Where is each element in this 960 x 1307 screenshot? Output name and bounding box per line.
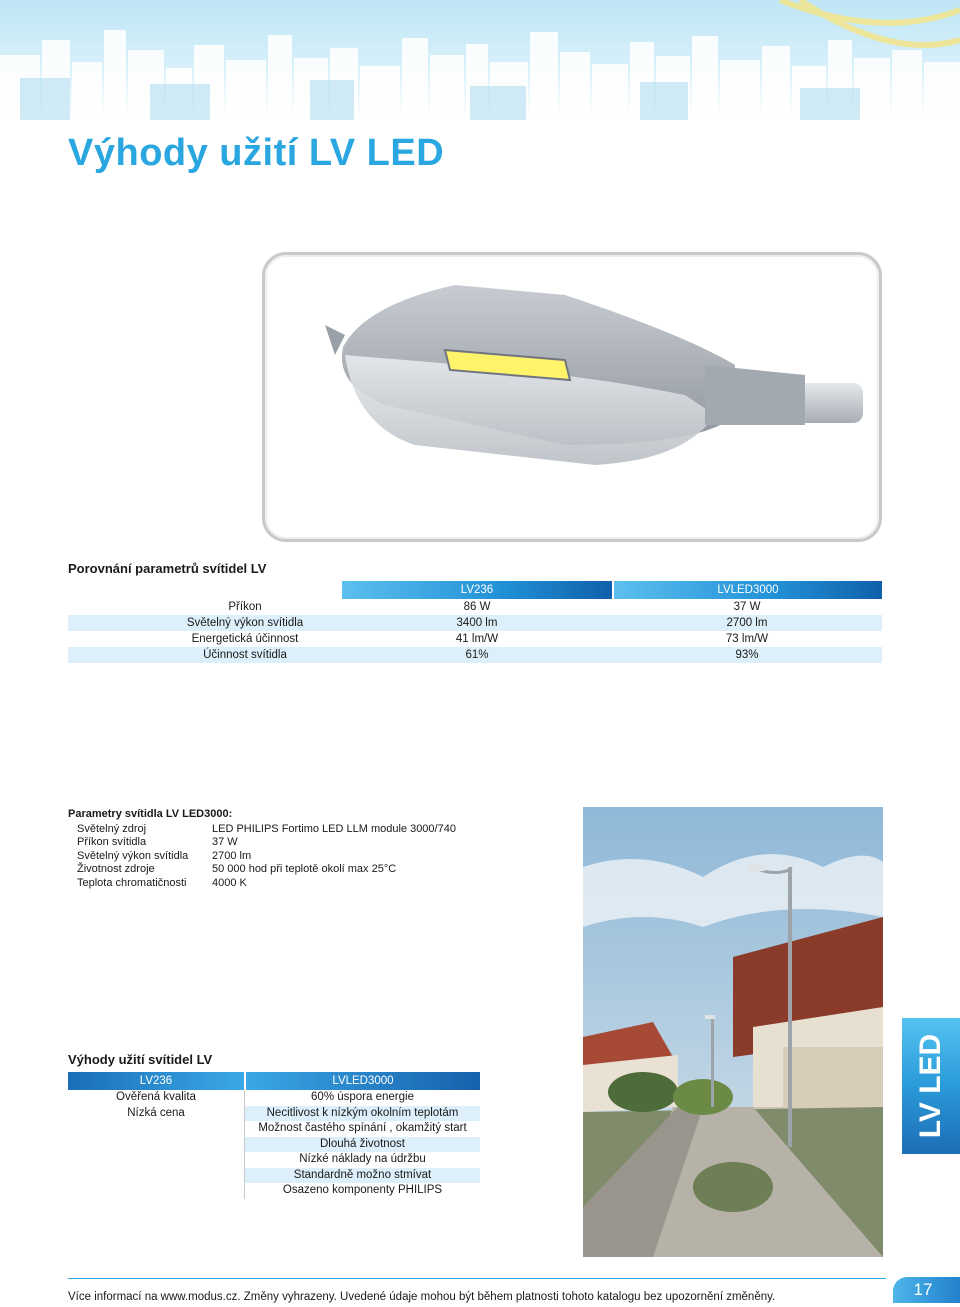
parameter-value: LED PHILIPS Fortimo LED LLM module 3000/740	[212, 822, 456, 835]
comparison-table	[68, 581, 882, 663]
list-item: Standardně možno stmívat	[245, 1168, 480, 1184]
row-label: Účinnost svítidla	[203, 649, 287, 661]
column-header-lv236: LV236	[68, 1072, 244, 1090]
benefits-table-header	[68, 1072, 480, 1090]
footer-note: Více informací na www.modus.cz. Změny vyhrazeny. Uvedené údaje mohou být během platnosti tohoto katalogu bez upozornění změněny.	[68, 1291, 776, 1303]
side-tab-label: LV LED	[914, 1033, 947, 1139]
street-scene-illustration	[583, 807, 883, 1257]
value-lv236: 61%	[465, 649, 489, 661]
comparison-table-header	[68, 581, 882, 599]
comparison-header-spacer	[68, 581, 342, 599]
list-item: Necitlivost k nízkým okolním teplotám	[245, 1106, 480, 1122]
benefits-heading: Výhody užití svítidel LV	[68, 1052, 213, 1067]
street-lamp-product-image	[265, 255, 879, 539]
table-row	[68, 647, 882, 663]
page-title: Výhody užití LV LED	[68, 132, 445, 174]
list-item: 60% úspora energie	[311, 1091, 414, 1103]
parameter-label: Životnost zdroje	[77, 863, 155, 875]
value-lvled3000: 93%	[735, 649, 759, 661]
list-item: Možnost častého spínání , okamžitý start	[258, 1122, 467, 1134]
parameter-value: 2700 lm	[212, 849, 252, 862]
list-item: Dlouhá životnost	[245, 1137, 480, 1153]
page-number: 17	[913, 1280, 933, 1299]
list-item: Nízká cena	[127, 1106, 185, 1119]
product-photo-frame	[262, 252, 882, 542]
parameter-label: Příkon svítidla	[77, 836, 147, 848]
parameter-row	[68, 836, 456, 850]
parameter-value: 37 W	[212, 836, 238, 848]
list-item: Osazeno komponenty PHILIPS	[282, 1184, 443, 1196]
parameter-row	[68, 823, 456, 837]
row-label: Energetická účinnost	[191, 633, 299, 645]
parameter-value: 4000 K	[212, 876, 247, 889]
side-section-tab	[902, 1018, 960, 1154]
parameter-row	[68, 877, 456, 891]
parameter-row	[68, 850, 456, 864]
table-row	[68, 631, 882, 647]
page-number-badge	[893, 1277, 960, 1303]
column-header-lv236: LV236	[342, 581, 612, 599]
parameter-value: 50 000 hod při teplotě okolí max 25°C	[212, 863, 397, 875]
table-row	[68, 599, 882, 615]
value-lv236: 86 W	[463, 601, 491, 613]
comparison-heading: Porovnání parametrů svítidel LV	[68, 561, 267, 576]
benefits-table-body	[68, 1090, 480, 1199]
parameter-label: Teplota chromatičnosti	[77, 876, 187, 889]
benefits-table	[68, 1072, 480, 1199]
column-header-lvled3000: LVLED3000	[612, 581, 882, 599]
value-lv236: 41 lm/W	[455, 633, 499, 645]
parameter-label: Světelný zdroj	[77, 822, 147, 835]
column-header-lvled3000: LVLED3000	[244, 1072, 480, 1090]
value-lvled3000: 2700 lm	[726, 617, 768, 629]
street-installation-photo	[583, 807, 883, 1257]
row-label: Světelný výkon svítidla	[186, 617, 304, 629]
footer-divider	[68, 1278, 886, 1279]
parameter-label: Světelný výkon svítidla	[77, 849, 189, 862]
benefits-lv236-column	[68, 1090, 244, 1199]
list-item: Nízké náklady na údržbu	[299, 1153, 426, 1165]
value-lv236: 3400 lm	[456, 617, 498, 629]
parameters-block	[68, 808, 456, 890]
row-label: Příkon	[228, 601, 262, 613]
parameter-row	[68, 863, 456, 877]
header-skyline-band	[0, 0, 960, 120]
value-lvled3000: 37 W	[733, 601, 761, 613]
value-lvled3000: 73 lm/W	[725, 633, 769, 645]
parameters-heading: Parametry svítidla LV LED3000:	[68, 808, 233, 820]
table-row	[68, 615, 882, 631]
city-skyline-illustration	[0, 0, 960, 120]
benefits-lvled3000-column	[244, 1090, 480, 1199]
list-item: Ověřená kvalita	[116, 1091, 196, 1103]
